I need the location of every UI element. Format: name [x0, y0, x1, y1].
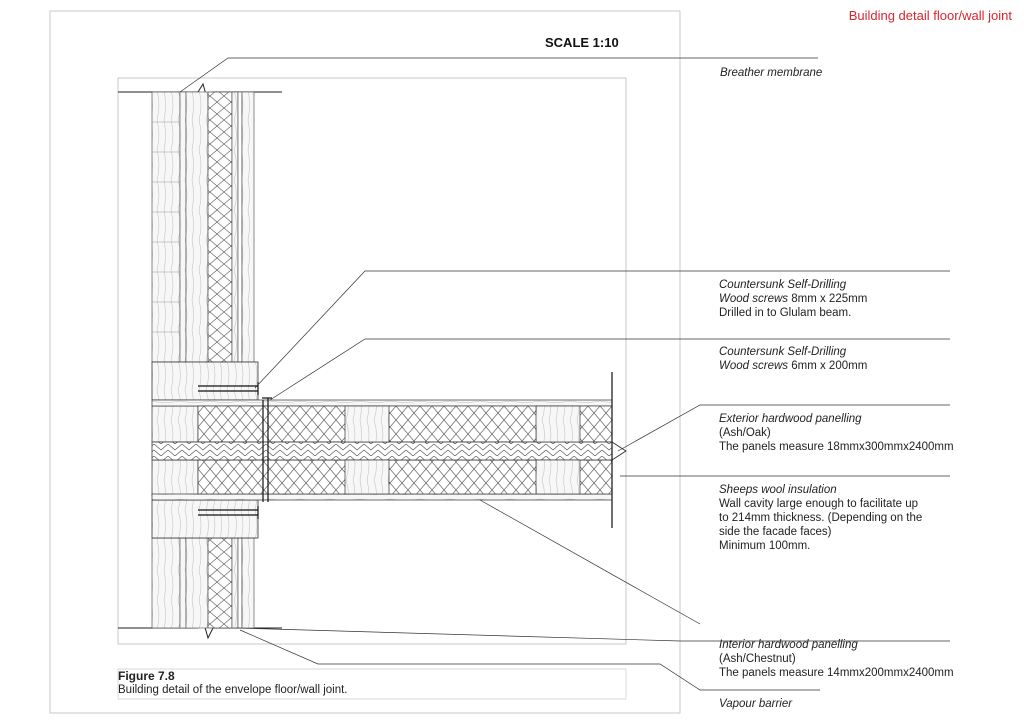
label-screws-200 — [719, 345, 867, 373]
interior-line1: (Ash/Chestnut) — [719, 653, 796, 665]
screws-200-spec: 6mm x 200mm — [791, 360, 868, 372]
label-exterior-panelling — [719, 412, 954, 454]
screws-225-title: Countersunk Self-Drilling — [719, 279, 847, 291]
label-sheeps-wool — [719, 483, 922, 553]
screws-200-title2: Wood screws — [719, 360, 789, 372]
screws-225-note: Drilled in to Glulam beam. — [719, 307, 852, 319]
wool-line3: side the facade faces) — [719, 526, 832, 538]
wool-line2: to 214mm thickness. (Depending on the — [719, 512, 923, 524]
wool-title: Sheeps wool insulation — [719, 484, 837, 496]
screws-200-title: Countersunk Self-Drilling — [719, 346, 847, 358]
interior-title: Interior hardwood panelling — [719, 639, 858, 651]
label-vapour-barrier — [719, 697, 792, 711]
vapour-title: Vapour barrier — [719, 698, 793, 710]
scale-label: SCALE 1:10 — [545, 35, 619, 50]
figure-caption-text: Building detail of the envelope floor/wall joint. — [118, 684, 348, 696]
exterior-line2: The panels measure 18mmx300mmx2400mm — [719, 441, 954, 453]
breather-title: Breather membrane — [720, 67, 823, 79]
interior-line2: The panels measure 14mmx200mmx2400mm — [719, 667, 954, 679]
page-header: Building detail floor/wall joint — [848, 8, 1012, 23]
screws-225-title2: Wood screws — [719, 293, 789, 305]
exterior-title: Exterior hardwood panelling — [719, 413, 862, 425]
label-interior-panelling — [719, 638, 954, 680]
label-breather-membrane — [720, 66, 822, 80]
figure-number: Figure 7.8 — [118, 669, 175, 683]
figure-caption — [118, 669, 348, 697]
exterior-line1: (Ash/Oak) — [719, 427, 771, 439]
wool-line1: Wall cavity large enough to facilitate up — [719, 498, 919, 510]
label-screws-225 — [719, 278, 867, 320]
wool-line4: Minimum 100mm. — [719, 540, 811, 552]
screws-225-spec: 8mm x 225mm — [791, 293, 868, 305]
